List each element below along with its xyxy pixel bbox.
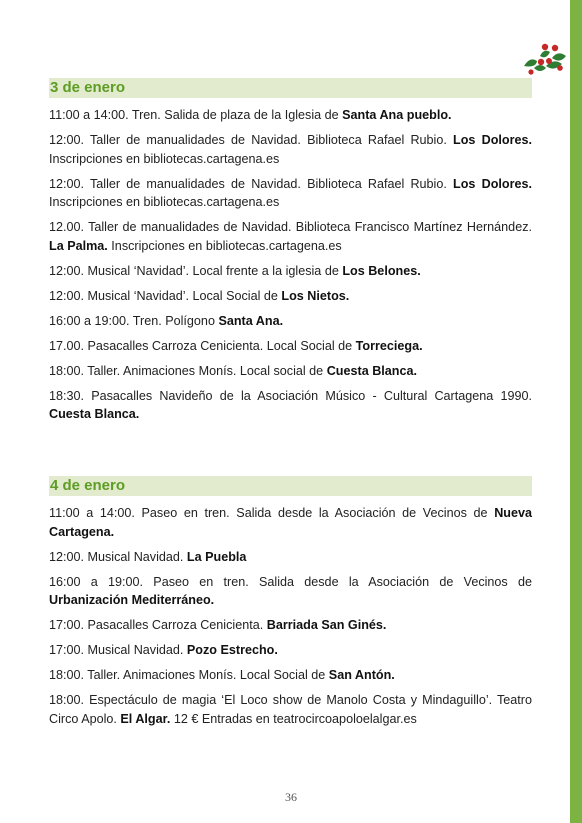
event-entry [49,573,532,610]
page-number: 36 [285,790,297,804]
event-entry [49,218,532,255]
event-text: 16:00 a 19:00. Paseo en tren. Salida desde la Asociación de Vecinos de [49,574,532,589]
holly-icon [522,42,568,76]
side-accent-bar [570,0,582,823]
event-entry [49,131,532,168]
event-entry [49,337,532,356]
event-entry [49,616,532,635]
entries-4-enero [49,504,532,735]
event-text: 12:00. Musical Navidad. [49,549,187,564]
event-location: Los Nietos. [281,288,350,303]
event-entry [49,175,532,212]
section-title-4-enero: 4 de enero [49,476,532,496]
event-text: 11:00 a 14:00. Paseo en tren. Salida desde la Asociación de Vecinos de [49,506,495,520]
event-text: 12:00. Taller de manualidades de Navidad. Biblioteca Rafael Rubio. [49,133,454,147]
event-text: 18:00. Taller. Animaciones Monís. Local Social de [49,668,329,682]
event-text: 12:00. Taller de manualidades de Navidad. Biblioteca Rafael Rubio. [49,176,454,191]
event-entry [49,106,532,125]
event-text: 16:00 a 19:00. Tren. Polígono [49,313,219,328]
event-location: Santa Ana. [218,313,284,328]
event-location: El Algar. [120,711,171,726]
event-text: 12.00. Taller de manualidades de Navidad. Biblioteca Francisco Martínez Hernández. [49,220,532,234]
event-entry [49,504,532,541]
event-text: 18:00. Taller. Animaciones Monís. Local social de [49,363,327,378]
event-location: Torreciega. [355,338,423,353]
event-text-tail: 12 € Entradas en teatrocircoapoloelalgar.es [170,711,417,726]
event-location: Pozo Estrecho. [186,643,278,657]
event-text: 11:00 a 14:00. Tren. Salida de plaza de la Iglesia de [49,108,343,122]
event-entry [49,362,532,381]
entries-3-enero [49,106,532,430]
event-entry [49,641,532,660]
event-text-tail: Inscripciones en bibliotecas.cartagena.es [107,238,342,253]
event-location: La Puebla [186,549,247,564]
section-title-3-enero: 3 de enero [49,78,532,98]
event-location: La Palma. [49,238,108,253]
event-location: Los Dolores. [453,176,533,191]
event-text: 12:00. Musical ‘Navidad’. Local frente a la iglesia de [49,263,343,278]
event-entry [49,548,532,567]
event-location: Cuesta Blanca. [326,363,417,378]
event-text: 17.00. Pasacalles Carroza Cenicienta. Local Social de [49,338,356,353]
event-entry [49,287,532,306]
event-text: 17:00. Musical Navidad. [49,643,187,657]
event-location: Los Dolores. [453,133,533,147]
event-location: Cuesta Blanca. [49,407,140,421]
event-entry [49,691,532,728]
event-text: 17:00. Pasacalles Carroza Cenicienta. [49,618,267,632]
event-entry [49,387,532,424]
event-text-tail: Inscripciones en bibliotecas.cartagena.es [49,151,280,166]
event-text: 12:00. Musical ‘Navidad’. Local Social de [49,288,282,303]
event-location: San Antón. [328,668,395,682]
event-text-tail: Inscripciones en bibliotecas.cartagena.es [49,195,280,209]
event-location: Nueva Cartagena. [49,506,532,539]
event-entry [49,666,532,685]
event-entry [49,262,532,281]
event-text: 18:00. Espectáculo de magia ‘El Loco show de Manolo Costa y Mindaguillo’. Teatro Circo Apolo. [49,693,532,726]
event-text: 18:30. Pasacalles Navideño de la Asociación Músico - Cultural Cartagena 1990. [49,388,532,403]
event-location: Santa Ana pueblo. [342,108,452,122]
event-location: Los Belones. [342,263,421,278]
event-location: Urbanización Mediterráneo. [49,593,215,607]
event-entry [49,312,532,331]
event-location: Barriada San Ginés. [266,618,387,632]
